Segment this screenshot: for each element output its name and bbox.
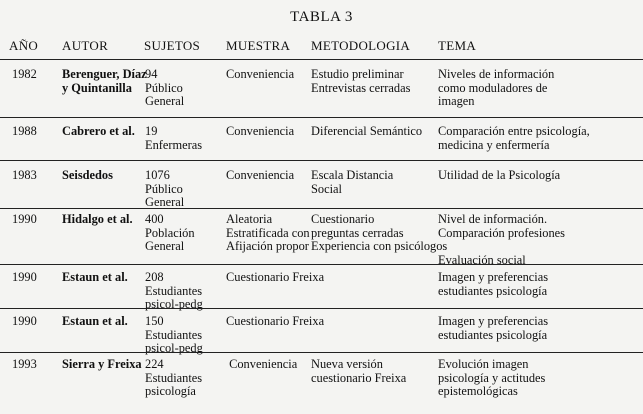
cell-autor: Estaun et al. [62,270,128,284]
cell-sujetos: 400 Población General [145,212,195,253]
header-tema: TEMA [438,38,477,53]
cell-autor: Estaun et al. [62,314,128,328]
cell-ano: 1982 [12,67,37,81]
cell-ano: 1990 [12,212,37,226]
cell-tema: Comparación entre psicología, medicina y enfermería [438,124,590,152]
cell-ano: 1993 [12,357,37,371]
cell-metodologia: Estudio preliminar Entrevistas cerradas [311,67,411,95]
row-divider [0,308,643,309]
cell-metodologia: Nueva versión cuestionario Freixa [311,357,407,385]
cell-sujetos: 224 Estudiantes psicología [145,357,203,398]
row-divider [0,208,643,209]
cell-ano: 1983 [12,168,37,182]
cell-sujetos: 94 Público General [145,67,185,108]
header-autor: AUTOR [62,38,109,53]
cell-muestra: Conveniencia [226,67,295,81]
header-metodologia: METODOLOGIA [311,38,411,53]
cell-muestra: Conveniencia [226,168,295,182]
cell-muestra: Cuestionario Freixa [226,314,325,328]
cell-autor: Berenguer, Díaz y Quintanilla [62,67,147,95]
header-ano: AÑO [9,38,39,53]
cell-muestra: Conveniencia [226,357,298,371]
cell-tema: Evolución imagen psicología y actitudes epistemológicas [438,357,546,398]
cell-sujetos: 208 Estudiantes psicol-pedg [145,270,203,311]
cell-autor: Seisdedos [62,168,113,182]
cell-tema: Imagen y preferencias estudiantes psicología [438,314,549,342]
table-title: TABLA 3 [290,9,353,25]
cell-ano: 1990 [12,314,37,328]
row-divider [0,160,643,161]
cell-muestra: Conveniencia [226,124,295,138]
header-rule [0,59,643,60]
row-divider [0,264,643,265]
cell-sujetos: 19 Enfermeras [145,124,203,152]
cell-muestra: Aleatoria Estratificada con Afijación propor [226,212,310,253]
cell-tema: Nivel de información. Comparación profesiones Evaluación social [438,212,565,267]
header-sujetos: SUJETOS [144,38,201,53]
cell-sujetos: 150 Estudiantes psicol-pedg [145,314,203,355]
cell-ano: 1990 [12,270,37,284]
cell-muestra: Cuestionario Freixa [226,270,325,284]
cell-metodologia: Escala Distancia Social [311,168,394,196]
cell-sujetos: 1076 Público General [145,168,185,209]
row-divider [0,117,643,118]
cell-tema: Imagen y preferencias estudiantes psicología [438,270,549,298]
header-muestra: MUESTRA [226,38,291,53]
cell-metodologia: Diferencial Semántico [311,124,423,138]
cell-autor: Sierra y Freixa [62,357,142,371]
cell-tema: Utilidad de la Psicología [438,168,561,182]
cell-metodologia: Cuestionario preguntas cerradas Experiencia con psicólogos [311,212,448,253]
row-divider [0,352,643,353]
cell-autor: Hidalgo et al. [62,212,133,226]
cell-ano: 1988 [12,124,37,138]
cell-tema: Niveles de información como moduladores de imagen [438,67,555,108]
cell-autor: Cabrero et al. [62,124,135,138]
